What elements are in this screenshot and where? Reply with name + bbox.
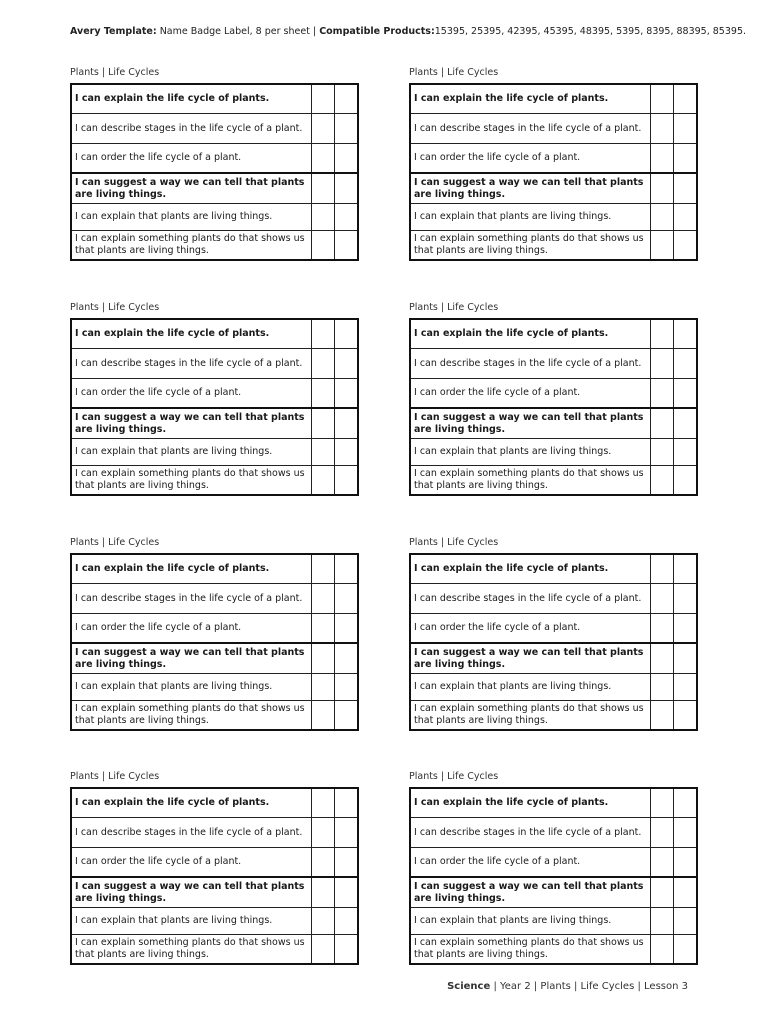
tick-box[interactable] xyxy=(335,935,359,965)
label-6 xyxy=(409,536,698,731)
tick-box[interactable] xyxy=(312,349,335,379)
tick-box[interactable] xyxy=(674,466,698,496)
avery-separator: | xyxy=(312,26,317,37)
tick-box[interactable] xyxy=(651,204,674,231)
label-caption: Plants | Life Cycles xyxy=(70,771,160,782)
tick-box[interactable] xyxy=(312,439,335,466)
tick-box[interactable] xyxy=(674,204,698,231)
tick-box[interactable] xyxy=(335,439,359,466)
tick-box[interactable] xyxy=(651,114,674,144)
label-4 xyxy=(409,301,698,496)
tick-box[interactable] xyxy=(312,408,335,439)
objective-text: I can explain that plants are living things. xyxy=(71,674,312,701)
objectives-table xyxy=(70,83,359,261)
objective-text: I can suggest a way we can tell that plants are living things. xyxy=(410,643,651,674)
tick-box[interactable] xyxy=(674,319,698,349)
tick-box[interactable] xyxy=(312,114,335,144)
tick-box[interactable] xyxy=(651,173,674,204)
tick-box[interactable] xyxy=(651,643,674,674)
tick-box[interactable] xyxy=(674,114,698,144)
tick-box[interactable] xyxy=(312,144,335,174)
tick-box[interactable] xyxy=(651,231,674,261)
tick-box[interactable] xyxy=(651,908,674,935)
objective-text: I can order the life cycle of a plant. xyxy=(71,144,312,174)
label-caption: Plants | Life Cycles xyxy=(409,771,499,782)
tick-box[interactable] xyxy=(674,84,698,114)
objectives-table xyxy=(409,787,698,965)
objective-text: I can explain the life cycle of plants. xyxy=(71,319,312,349)
objective-text: I can suggest a way we can tell that plants are living things. xyxy=(410,173,651,204)
tick-box[interactable] xyxy=(335,643,359,674)
tick-box[interactable] xyxy=(312,788,335,818)
tick-box[interactable] xyxy=(674,349,698,379)
tick-box[interactable] xyxy=(335,349,359,379)
objective-text: I can explain that plants are living things. xyxy=(71,439,312,466)
objective-text: I can explain something plants do that shows us that plants are living things. xyxy=(410,466,651,496)
objectives-table xyxy=(409,318,698,496)
tick-box[interactable] xyxy=(651,319,674,349)
tick-box[interactable] xyxy=(335,114,359,144)
tick-box[interactable] xyxy=(674,788,698,818)
tick-box[interactable] xyxy=(335,204,359,231)
tick-box[interactable] xyxy=(312,84,335,114)
tick-box[interactable] xyxy=(312,701,335,731)
objective-text: I can explain the life cycle of plants. xyxy=(71,84,312,114)
tick-box[interactable] xyxy=(335,84,359,114)
label-5 xyxy=(70,536,359,731)
tick-box[interactable] xyxy=(312,908,335,935)
label-7 xyxy=(70,770,359,965)
tick-box[interactable] xyxy=(651,788,674,818)
tick-box[interactable] xyxy=(674,848,698,878)
objective-text: I can explain something plants do that shows us that plants are living things. xyxy=(71,701,312,731)
objective-text: I can order the life cycle of a plant. xyxy=(410,614,651,644)
objective-text: I can explain the life cycle of plants. xyxy=(410,84,651,114)
tick-box[interactable] xyxy=(335,877,359,908)
objective-text: I can describe stages in the life cycle of a plant. xyxy=(410,584,651,614)
objective-text: I can order the life cycle of a plant. xyxy=(71,614,312,644)
label-caption: Plants | Life Cycles xyxy=(70,302,160,313)
objectives-table xyxy=(70,787,359,965)
objective-text: I can explain something plants do that shows us that plants are living things. xyxy=(410,935,651,965)
tick-box[interactable] xyxy=(651,877,674,908)
tick-box[interactable] xyxy=(335,554,359,584)
avery-template-value: Name Badge Label, 8 per sheet xyxy=(159,26,310,37)
tick-box[interactable] xyxy=(335,701,359,731)
tick-box[interactable] xyxy=(674,877,698,908)
tick-box[interactable] xyxy=(674,231,698,261)
tick-box[interactable] xyxy=(651,379,674,409)
tick-box[interactable] xyxy=(312,848,335,878)
label-2 xyxy=(409,66,698,261)
objective-text: I can explain that plants are living things. xyxy=(410,439,651,466)
tick-box[interactable] xyxy=(335,908,359,935)
objective-text: I can explain something plants do that shows us that plants are living things. xyxy=(71,935,312,965)
tick-box[interactable] xyxy=(312,319,335,349)
label-1 xyxy=(70,66,359,261)
tick-box[interactable] xyxy=(674,379,698,409)
objectives-table xyxy=(70,318,359,496)
objectives-table xyxy=(70,553,359,731)
objective-text: I can explain the life cycle of plants. xyxy=(410,319,651,349)
tick-box[interactable] xyxy=(651,584,674,614)
objective-text: I can explain something plants do that shows us that plants are living things. xyxy=(71,231,312,261)
objective-text: I can suggest a way we can tell that plants are living things. xyxy=(410,877,651,908)
objective-text: I can explain that plants are living things. xyxy=(410,908,651,935)
tick-box[interactable] xyxy=(312,379,335,409)
compatible-products-label: Compatible Products: xyxy=(319,26,435,37)
objective-text: I can explain the life cycle of plants. xyxy=(71,554,312,584)
tick-box[interactable] xyxy=(312,674,335,701)
tick-box[interactable] xyxy=(674,439,698,466)
tick-box[interactable] xyxy=(335,231,359,261)
compatible-products-value: 15395, 25395, 42395, 45395, 48395, 5395, 8395, 88395, 85395. xyxy=(434,26,747,37)
tick-box[interactable] xyxy=(651,674,674,701)
tick-box[interactable] xyxy=(651,554,674,584)
tick-box[interactable] xyxy=(651,818,674,848)
objectives-table xyxy=(409,553,698,731)
tick-box[interactable] xyxy=(312,466,335,496)
tick-box[interactable] xyxy=(335,788,359,818)
tick-box[interactable] xyxy=(651,84,674,114)
avery-template-label: Avery Template: xyxy=(70,26,157,37)
tick-box[interactable] xyxy=(335,674,359,701)
tick-box[interactable] xyxy=(312,643,335,674)
avery-template-line xyxy=(70,26,746,37)
objective-text: I can order the life cycle of a plant. xyxy=(410,379,651,409)
tick-box[interactable] xyxy=(335,173,359,204)
tick-box[interactable] xyxy=(312,614,335,644)
tick-box[interactable] xyxy=(335,408,359,439)
tick-box[interactable] xyxy=(312,173,335,204)
objective-text: I can explain the life cycle of plants. xyxy=(71,788,312,818)
tick-box[interactable] xyxy=(674,144,698,174)
objective-text: I can explain that plants are living things. xyxy=(410,204,651,231)
tick-box[interactable] xyxy=(335,614,359,644)
tick-box[interactable] xyxy=(312,204,335,231)
objective-text: I can suggest a way we can tell that plants are living things. xyxy=(71,173,312,204)
tick-box[interactable] xyxy=(335,848,359,878)
tick-box[interactable] xyxy=(312,231,335,261)
objective-text: I can explain something plants do that shows us that plants are living things. xyxy=(410,701,651,731)
tick-box[interactable] xyxy=(335,584,359,614)
tick-box[interactable] xyxy=(651,349,674,379)
tick-box[interactable] xyxy=(651,466,674,496)
objective-text: I can order the life cycle of a plant. xyxy=(71,379,312,409)
label-8 xyxy=(409,770,698,965)
tick-box[interactable] xyxy=(312,818,335,848)
tick-box[interactable] xyxy=(674,674,698,701)
objective-text: I can describe stages in the life cycle of a plant. xyxy=(71,818,312,848)
objective-text: I can suggest a way we can tell that plants are living things. xyxy=(71,877,312,908)
objective-text: I can describe stages in the life cycle of a plant. xyxy=(410,349,651,379)
tick-box[interactable] xyxy=(312,554,335,584)
objective-text: I can suggest a way we can tell that plants are living things. xyxy=(410,408,651,439)
tick-box[interactable] xyxy=(651,408,674,439)
tick-box[interactable] xyxy=(335,319,359,349)
tick-box[interactable] xyxy=(674,701,698,731)
objective-text: I can suggest a way we can tell that plants are living things. xyxy=(71,643,312,674)
objective-text: I can describe stages in the life cycle of a plant. xyxy=(71,114,312,144)
tick-box[interactable] xyxy=(651,935,674,965)
tick-box[interactable] xyxy=(335,144,359,174)
label-caption: Plants | Life Cycles xyxy=(70,537,160,548)
objective-text: I can explain that plants are living things. xyxy=(71,908,312,935)
objective-text: I can explain the life cycle of plants. xyxy=(410,788,651,818)
tick-box[interactable] xyxy=(651,614,674,644)
tick-box[interactable] xyxy=(674,173,698,204)
tick-box[interactable] xyxy=(674,554,698,584)
objective-text: I can order the life cycle of a plant. xyxy=(410,848,651,878)
objective-text: I can describe stages in the life cycle of a plant. xyxy=(410,818,651,848)
objective-text: I can explain that plants are living things. xyxy=(71,204,312,231)
tick-box[interactable] xyxy=(674,818,698,848)
objective-text: I can describe stages in the life cycle of a plant. xyxy=(71,584,312,614)
tick-box[interactable] xyxy=(312,935,335,965)
label-caption: Plants | Life Cycles xyxy=(409,302,499,313)
tick-box[interactable] xyxy=(674,643,698,674)
tick-box[interactable] xyxy=(335,818,359,848)
objective-text: I can order the life cycle of a plant. xyxy=(71,848,312,878)
tick-box[interactable] xyxy=(674,614,698,644)
objective-text: I can explain something plants do that shows us that plants are living things. xyxy=(71,466,312,496)
objective-text: I can explain that plants are living things. xyxy=(410,674,651,701)
footer-subject: Science xyxy=(447,981,491,992)
objective-text: I can describe stages in the life cycle of a plant. xyxy=(71,349,312,379)
objective-text: I can describe stages in the life cycle of a plant. xyxy=(410,114,651,144)
objective-text: I can suggest a way we can tell that plants are living things. xyxy=(71,408,312,439)
tick-box[interactable] xyxy=(674,935,698,965)
label-3 xyxy=(70,301,359,496)
footer-details: | Year 2 | Plants | Life Cycles | Lesson 3 xyxy=(493,981,688,992)
objectives-table xyxy=(409,83,698,261)
tick-box[interactable] xyxy=(651,144,674,174)
tick-box[interactable] xyxy=(335,379,359,409)
tick-box[interactable] xyxy=(312,584,335,614)
label-caption: Plants | Life Cycles xyxy=(409,537,499,548)
tick-box[interactable] xyxy=(651,701,674,731)
tick-box[interactable] xyxy=(674,908,698,935)
label-caption: Plants | Life Cycles xyxy=(70,67,160,78)
objective-text: I can explain something plants do that shows us that plants are living things. xyxy=(410,231,651,261)
page-footer xyxy=(447,981,688,992)
label-caption: Plants | Life Cycles xyxy=(409,67,499,78)
tick-box[interactable] xyxy=(651,848,674,878)
tick-box[interactable] xyxy=(651,439,674,466)
tick-box[interactable] xyxy=(335,466,359,496)
objective-text: I can order the life cycle of a plant. xyxy=(410,144,651,174)
objective-text: I can explain the life cycle of plants. xyxy=(410,554,651,584)
tick-box[interactable] xyxy=(674,408,698,439)
tick-box[interactable] xyxy=(674,584,698,614)
tick-box[interactable] xyxy=(312,877,335,908)
